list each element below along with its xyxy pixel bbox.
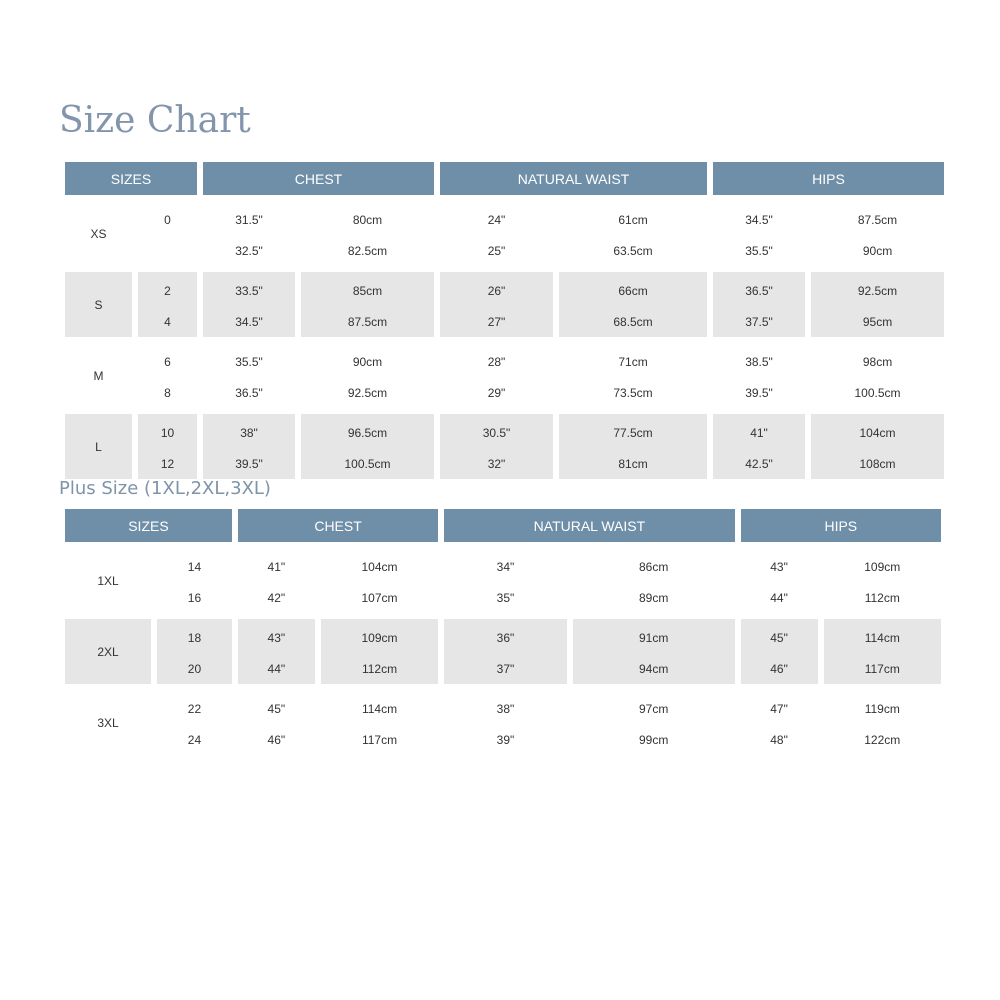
chest-cm-cell: 114cm	[361, 701, 398, 716]
hips-cm-cell: 108cm	[811, 448, 944, 479]
table-row	[65, 306, 944, 337]
hips-cm-cell: 119cm	[864, 701, 900, 716]
waist-cm-cell: 81cm	[559, 448, 707, 479]
waist-cm-cell: 66cm	[559, 272, 707, 306]
us-size-cell: 20	[157, 653, 232, 684]
us-size-cell: 4	[138, 306, 197, 337]
us-size-cell: 18	[157, 619, 232, 653]
waist-cm-cell: 61cm	[618, 212, 648, 227]
plus-size-chart-table	[59, 509, 947, 755]
chest-in-cell: 38"	[203, 414, 295, 448]
chest-in-cell: 36.5"	[235, 385, 263, 400]
table-header-row	[65, 162, 944, 195]
header-chest: CHEST	[238, 509, 438, 542]
waist-in-cell: 35"	[496, 590, 515, 605]
chest-cm-cell: 80cm	[352, 212, 383, 227]
us-size-cell: 2	[138, 272, 197, 306]
chest-in-cell: 39.5"	[203, 448, 295, 479]
hips-cm-cell: 117cm	[824, 653, 941, 684]
hips-cm-cell: 90cm	[862, 243, 893, 258]
chest-in-cell: 41"	[267, 559, 286, 574]
hips-in-cell: 45"	[741, 619, 818, 653]
table-row	[65, 582, 941, 613]
chest-in-cell: 32.5"	[235, 243, 263, 258]
size-label: L	[65, 414, 132, 479]
chest-cm-cell: 90cm	[352, 354, 383, 369]
header-hips: HIPS	[713, 162, 944, 195]
size-label: S	[65, 272, 132, 337]
size-label: XS	[90, 226, 107, 241]
hips-in-cell: 34.5"	[745, 212, 773, 227]
hips-cm-cell: 122cm	[864, 732, 901, 747]
waist-in-cell: 30.5"	[440, 414, 553, 448]
hips-cm-cell: 109cm	[864, 559, 901, 574]
waist-cm-cell: 77.5cm	[559, 414, 707, 448]
us-size-cell: 22	[187, 701, 202, 716]
header-chest: CHEST	[203, 162, 434, 195]
hips-in-cell: 37.5"	[713, 306, 805, 337]
chest-in-cell: 45"	[267, 701, 286, 716]
waist-in-cell: 39"	[496, 732, 515, 747]
chest-in-cell: 33.5"	[203, 272, 295, 306]
waist-cm-cell: 86cm	[638, 559, 669, 574]
waist-cm-cell: 71cm	[618, 354, 648, 369]
chest-cm-cell: 85cm	[301, 272, 434, 306]
table-row	[65, 619, 941, 653]
chest-cm-cell: 100.5cm	[301, 448, 434, 479]
hips-cm-cell: 112cm	[864, 590, 900, 605]
table-row	[65, 724, 941, 755]
hips-in-cell: 38.5"	[745, 354, 773, 369]
chest-in-cell: 31.5"	[235, 212, 263, 227]
table-row	[65, 272, 944, 306]
waist-cm-cell: 99cm	[638, 732, 669, 747]
us-size-cell: 14	[187, 559, 202, 574]
us-size-cell: 8	[164, 385, 171, 400]
hips-in-cell: 48"	[770, 732, 788, 747]
table-row	[65, 201, 944, 235]
chest-in-cell: 35.5"	[235, 354, 263, 369]
hips-cm-cell: 114cm	[824, 619, 941, 653]
waist-in-cell: 24"	[487, 212, 506, 227]
waist-in-cell: 25"	[487, 243, 506, 258]
hips-in-cell: 47"	[770, 701, 788, 716]
table-row	[65, 448, 944, 479]
us-size-cell: 12	[138, 448, 197, 479]
hips-in-cell: 39.5"	[745, 385, 773, 400]
waist-in-cell: 26"	[440, 272, 553, 306]
waist-in-cell: 28"	[487, 354, 506, 369]
waist-cm-cell: 68.5cm	[559, 306, 707, 337]
chest-cm-cell: 104cm	[361, 559, 398, 574]
page-title: Size Chart	[59, 100, 251, 141]
chest-in-cell: 46"	[267, 732, 286, 747]
waist-in-cell: 36"	[444, 619, 566, 653]
table-header-row	[65, 509, 941, 542]
header-hips: HIPS	[741, 509, 941, 542]
waist-in-cell: 29"	[487, 385, 506, 400]
size-label: 1XL	[97, 573, 119, 588]
hips-cm-cell: 95cm	[811, 306, 944, 337]
hips-cm-cell: 87.5cm	[857, 212, 898, 227]
chest-in-cell: 44"	[238, 653, 315, 684]
chest-cm-cell: 109cm	[321, 619, 438, 653]
chest-cm-cell: 96.5cm	[301, 414, 434, 448]
size-label: M	[93, 368, 104, 383]
waist-in-cell: 34"	[496, 559, 515, 574]
us-size-cell: 0	[164, 212, 171, 227]
waist-in-cell: 32"	[440, 448, 553, 479]
waist-in-cell: 27"	[440, 306, 553, 337]
hips-in-cell: 41"	[713, 414, 805, 448]
table-row	[65, 235, 944, 266]
chest-cm-cell: 117cm	[361, 732, 398, 747]
waist-cm-cell: 91cm	[573, 619, 735, 653]
chest-cm-cell: 87.5cm	[301, 306, 434, 337]
plus-size-subtitle: Plus Size (1XL,2XL,3XL)	[59, 478, 271, 499]
us-size-cell	[138, 235, 197, 266]
hips-cm-cell: 98cm	[862, 354, 893, 369]
hips-cm-cell: 92.5cm	[811, 272, 944, 306]
waist-cm-cell: 73.5cm	[613, 385, 653, 400]
hips-in-cell: 43"	[770, 559, 788, 574]
chest-cm-cell: 92.5cm	[347, 385, 388, 400]
waist-cm-cell: 97cm	[638, 701, 669, 716]
waist-cm-cell: 94cm	[573, 653, 735, 684]
header-natural-waist: NATURAL WAIST	[440, 162, 707, 195]
header-natural-waist: NATURAL WAIST	[444, 509, 734, 542]
table-row	[65, 414, 944, 448]
table-row	[65, 343, 944, 377]
header-sizes: SIZES	[65, 162, 197, 195]
hips-in-cell: 42.5"	[713, 448, 805, 479]
hips-in-cell: 46"	[741, 653, 818, 684]
size-chart-table	[59, 162, 950, 479]
hips-in-cell: 44"	[770, 590, 788, 605]
us-size-cell: 10	[138, 414, 197, 448]
chest-in-cell: 42"	[267, 590, 286, 605]
hips-cm-cell: 104cm	[811, 414, 944, 448]
header-sizes: SIZES	[65, 509, 232, 542]
us-size-cell: 6	[164, 354, 171, 369]
table-row	[65, 690, 941, 724]
us-size-cell: 16	[187, 590, 202, 605]
hips-cm-cell: 100.5cm	[854, 385, 901, 400]
table-row	[65, 548, 941, 582]
chest-cm-cell: 82.5cm	[347, 243, 388, 258]
waist-cm-cell: 63.5cm	[613, 243, 653, 258]
table-row	[65, 377, 944, 408]
chest-in-cell: 43"	[238, 619, 315, 653]
size-label: 2XL	[65, 619, 151, 684]
table-row	[65, 653, 941, 684]
chest-in-cell: 34.5"	[203, 306, 295, 337]
hips-in-cell: 35.5"	[745, 243, 773, 258]
size-label: 3XL	[97, 715, 119, 730]
waist-in-cell: 38"	[496, 701, 515, 716]
hips-in-cell: 36.5"	[713, 272, 805, 306]
chest-cm-cell: 112cm	[321, 653, 438, 684]
chest-cm-cell: 107cm	[361, 590, 398, 605]
waist-in-cell: 37"	[444, 653, 566, 684]
us-size-cell: 24	[187, 732, 202, 747]
waist-cm-cell: 89cm	[638, 590, 669, 605]
